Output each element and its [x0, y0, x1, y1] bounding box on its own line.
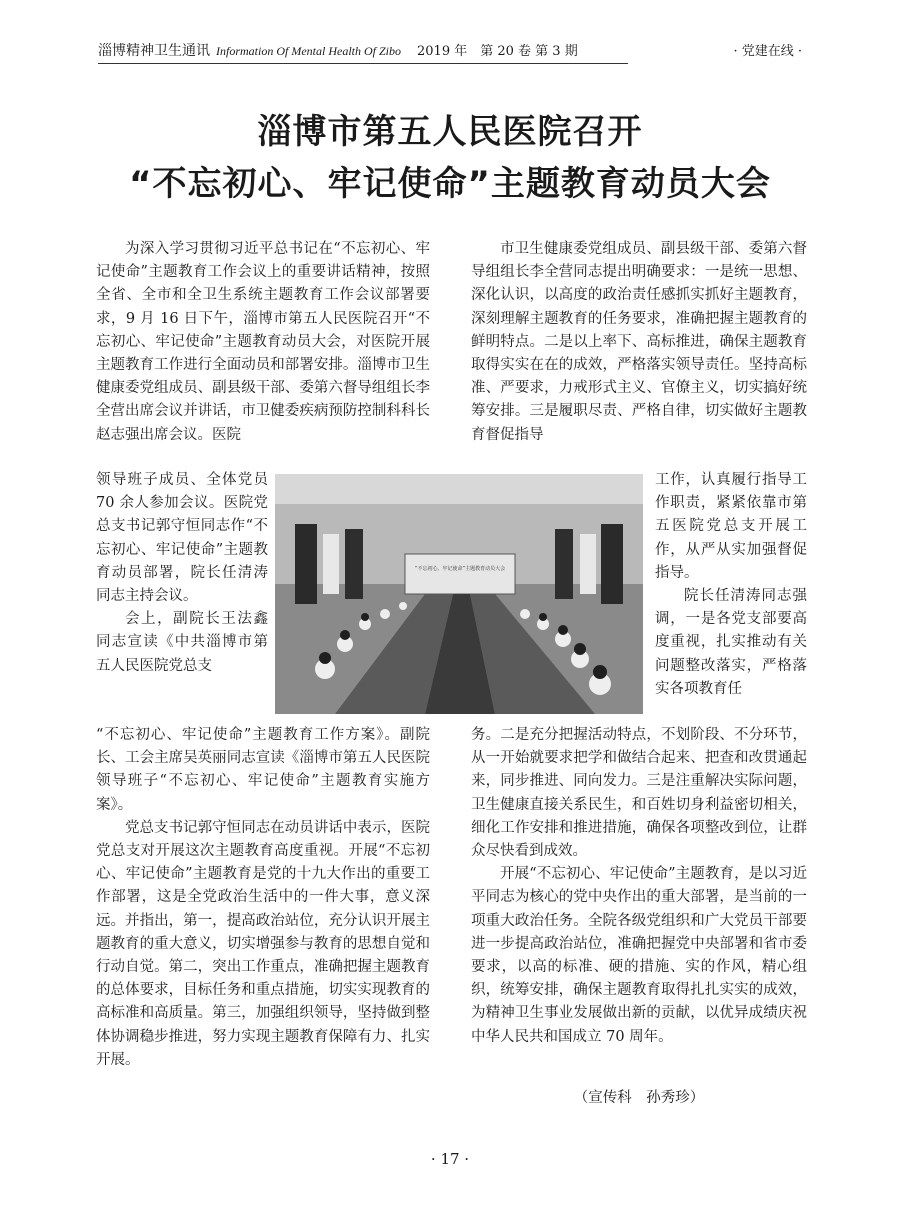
paragraph-1-continued: 领导班子成员、全体党员 70 余人参加会议。医院党总支书记郭守恒同志作“不忘初心、牢记使命”主题教育动员部署，院长任清涛同志主持会议。 [96, 472, 268, 605]
paragraph-2: 会上，副院长王法鑫同志宣读《中共淄博市第五人民医院党总支 [96, 611, 268, 674]
running-header [98, 36, 802, 64]
section-label: · 党建在线 · [733, 44, 802, 59]
paragraph-3: 党总支书记郭守恒同志在动员讲话中表示，医院党总支对开展这次主题教育高度重视。开展“不忘初心、牢记使命”主题教育是党的十九大作出的重要工作部署，这是全党政治生活中的一件大事，意义深远。并指出，第一，提高政治站位，充分认识开展主题教育的重大意义，切实增强参与教育的思想自觉和行动自觉。第二，突出工作重点，准确把握主题教育的总体要求，目标任务和重点措施，切实实现教育的高标准和高质量。第三，加强组织领导，坚持做到整体协调稳步推进，努力实现主题教育保障有力、扎实开展。 [96, 819, 430, 1068]
article-title [98, 106, 802, 210]
right-column-beside-photo [655, 469, 807, 701]
paragraph-2-continued: “不忘初心、牢记使命”主题教育工作方案》。副院长、工会主席吴英丽同志宣读《淄博市第五人民医院领导班子“不忘初心、牢记使命”主题教育实施方案》。 [96, 727, 430, 813]
header-rule [98, 63, 628, 64]
journal-name: 淄博精神卫生通讯 [98, 43, 210, 59]
left-column-beside-photo [96, 469, 268, 678]
left-column-top [96, 238, 430, 447]
author-signature: （宣传科 孙秀珍） [573, 1090, 705, 1106]
meeting-room-illustration [275, 474, 643, 714]
paragraph-6: 开展“不忘初心、牢记使命”主题教育，是以习近平同志为核心的党中央作出的重大部署，是当前的一项重大政治任务。全院各级党组织和广大党员干部要进一步提高政治站位，准确把握党中央部署和省市委要求，以高的标准、硬的措施、实的作风，精心组织，统筹安排，确保主题教育取得扎扎实实的成效，为精神卫生事业发展做出新的贡献，以优异成绩庆祝中华人民共和国成立 70 周年。 [471, 866, 807, 1045]
paragraph-1: 为深入学习贯彻习近平总书记在“不忘初心、牢记使命”主题教育工作会议上的重要讲话精神，按照全省、全市和全卫生系统主题教育工作会议部署要求，9 月 16 日下午，淄博市第五人民医院召开“不忘初心、牢记使命”主题教育动员大会，对医院开展主题教育工作进行全面动员和部署安排。淄博市卫生健康委党组成员、副县级干部、委第六督导组组长李全营出席会议并讲话，市卫健委疾病预防控制科科长赵志强出席会议。医院 [96, 241, 430, 443]
paragraph-4-continued: 工作，认真履行指导工作职责，紧紧依靠市第五医院党总支开展工作，从严从实加强督促指导。 [655, 472, 807, 581]
header-journal-info [98, 40, 578, 60]
right-column-top [471, 238, 807, 447]
title-line-1: 淄博市第五人民医院召开 [257, 112, 643, 152]
photo-banner-text: “不忘初心、牢记使命”主题教育动员大会 [414, 566, 506, 572]
left-column-bottom [96, 724, 430, 1072]
title-line-2: “不忘初心、牢记使命”主题教育动员大会 [129, 164, 771, 204]
page-number: · 17 · [430, 1150, 470, 1168]
paragraph-4: 市卫生健康委党组成员、副县级干部、委第六督导组组长李全营同志提出明确要求：一是统一思想、深化认识，以高度的政治责任感抓实抓好主题教育，深刻理解主题教育的任务要求，准确把握主题教育的鲜明特点。二是以上率下、高标推进，确保主题教育取得实实在在的成效，严格落实领导责任。坚持高标准、严要求，力戒形式主义、官僚主义，切实搞好统筹安排。三是履职尽责、严格自律，切实做好主题教育督促指导 [471, 241, 807, 443]
journal-name-en: Information Of Mental Health Of Zibo [216, 44, 401, 58]
issue-info: 2019 年 第 20 卷 第 3 期 [417, 44, 578, 59]
right-column-bottom [471, 724, 807, 1049]
meeting-photo [275, 474, 643, 714]
paragraph-5-continued: 务。二是充分把握活动特点，不划阶段、不分环节，从一开始就要求把学和做结合起来、把查和改贯通起来，同步推进、同向发力。三是注重解决实际问题，卫生健康直接关系民生，和百姓切身利益密切相关，细化工作安排和推进措施，确保各项整改到位，让群众尽快看到成效。 [471, 727, 807, 860]
paragraph-5: 院长任清涛同志强调，一是各党支部要高度重视，扎实推动有关问题整改落实，严格落实各项教育任 [655, 588, 807, 697]
